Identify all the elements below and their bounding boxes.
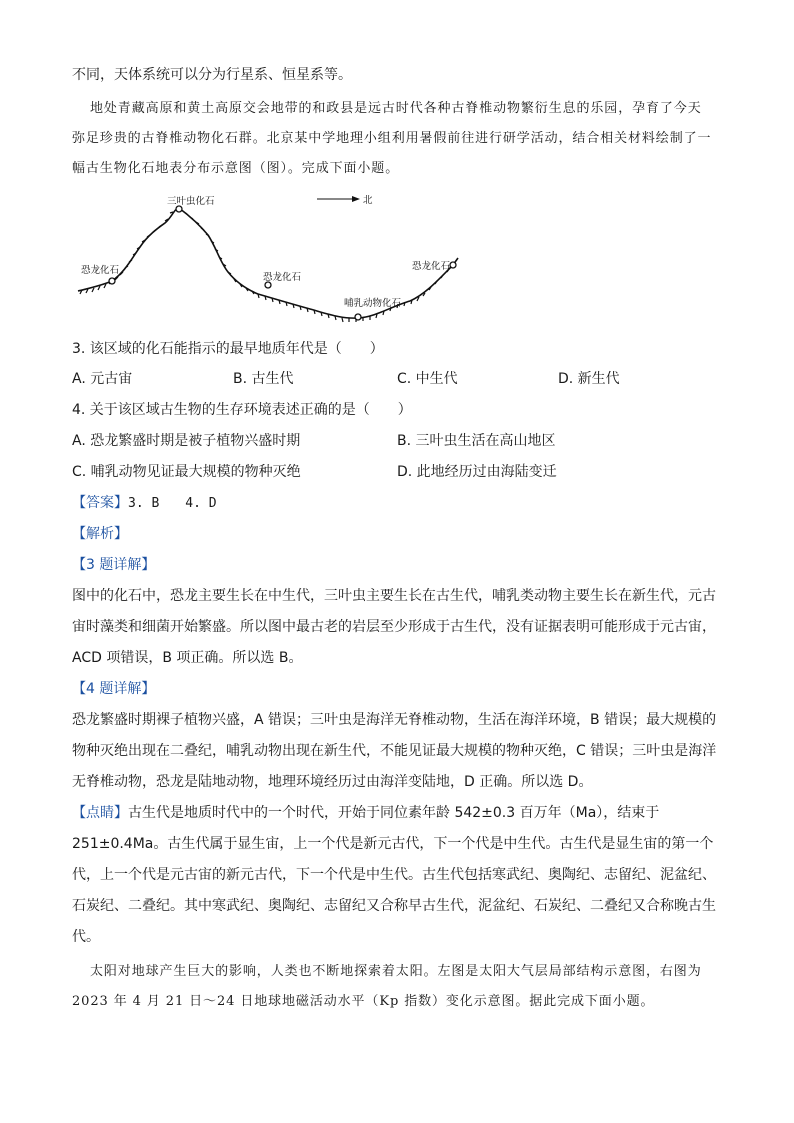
q4-option-b: B. 三叶虫生活在高山地区 — [397, 433, 556, 449]
next-intro-line-2: 2023 年 4 月 21 日～24 日地球地磁活动水平（Kp 指数）变化示意图。据此完成下面小题。 — [72, 994, 655, 1009]
dino-right-fossil-marker — [450, 262, 456, 268]
fossil-profile-figure — [70, 190, 470, 330]
answer-text: 3. B 4. D — [128, 496, 217, 511]
tip-line-5: 代。 — [72, 929, 100, 945]
detail3-line-2: 宙时藻类和细菌开始繁盛。所以图中最古老的岩层至少形成于古生代，没有证据表明可能形成于元古宙， — [72, 619, 716, 635]
detail4-line-2: 物种灭绝出现在二叠纪，哺乳动物出现在新生代，不能见证最大规模的物种灭绝，C 错误；三叶虫是海洋 — [72, 743, 717, 759]
label-trilobite: 三叶虫化石 — [167, 196, 215, 207]
q3-option-a: A. 元古宙 — [72, 371, 133, 387]
tip-line-3: 代，上一个代是元古宙的新元古代，下一个代是中生代。古生代包括寒武纪、奥陶纪、志留纪、泥盆纪、 — [72, 867, 716, 883]
q4-option-c: C. 哺乳动物见证最大规模的物种灭绝 — [72, 464, 301, 480]
intro-line-2: 弥足珍贵的古脊椎动物化石群。北京某中学地理小组利用暑假前往进行研学活动，结合相关材料绘制了一 — [72, 131, 712, 146]
detail3-line-3: ACD 项错误，B 项正确。所以选 B。 — [72, 650, 303, 666]
label-dino-right: 恐龙化石 — [412, 261, 451, 272]
dino-left-fossil-marker — [109, 278, 115, 284]
intro-line-3: 幅古生物化石地表分布示意图（图）。完成下面小题。 — [72, 161, 400, 176]
q3-stem: 3. 该区域的化石能指示的最早地质年代是（ ） — [72, 341, 384, 357]
label-mammal: 哺乳动物化石 — [344, 298, 402, 309]
q3-option-c: C. 中生代 — [397, 371, 458, 387]
north-label: 北 — [363, 195, 373, 206]
tip-row — [72, 803, 659, 823]
detail4-line-1: 恐龙繁盛时期裸子植物兴盛，A 错误；三叶虫是海洋无脊椎动物，生活在海洋环境，B 错误；最大规模的 — [72, 712, 717, 728]
q3-option-b: B. 古生代 — [233, 371, 294, 387]
detail3-tag: 【3 题详解】 — [72, 557, 156, 573]
intro-line-1: 地处青藏高原和黄土高原交会地带的和政县是远古时代各种古脊椎动物繁衍生息的乐园，孕育了今天 — [90, 101, 702, 116]
detail3-line-1: 图中的化石中，恐龙主要生长在中生代，三叶虫主要生长在古生代，哺乳类动物主要生长在新生代，元古 — [72, 588, 716, 604]
analysis-tag: 【解析】 — [72, 526, 128, 542]
tip-line-4: 石炭纪、二叠纪。其中寒武纪、奥陶纪、志留纪又合称早古生代，泥盆纪、石炭纪、二叠纪又合称晚古生 — [72, 898, 716, 914]
answer-row — [72, 493, 217, 514]
north-arrow-head — [352, 196, 360, 202]
label-dino-mid: 恐龙化石 — [263, 272, 302, 283]
tip-line-2: 251±0.4Ma。古生代属于显生宙，上一个代是新元古代，下一个代是中生代。古生代是显生宙的第一个 — [72, 836, 714, 852]
tip-tag: 【点睛】 — [72, 805, 128, 821]
mammal-fossil-marker — [355, 314, 361, 320]
q4-stem: 4. 关于该区域古生物的生存环境表述正确的是（ ） — [72, 402, 412, 418]
intro-line-0: 不同，天体系统可以分为行星系、恒星系等。 — [72, 67, 352, 83]
answer-tag: 【答案】 — [72, 495, 128, 511]
q4-option-d: D. 此地经历过由海陆变迁 — [397, 464, 557, 480]
next-intro-line-1: 太阳对地球产生巨大的影响，人类也不断地探索着太阳。左图是太阳大气层局部结构示意图，右图为 — [90, 964, 702, 979]
label-dino-left: 恐龙化石 — [81, 265, 120, 276]
tip-line-1: 古生代是地质时代中的一个时代，开始于同位素年龄 542±0.3 百万年（Ma），结束于 — [128, 805, 660, 821]
q4-option-a: A. 恐龙繁盛时期是被子植物兴盛时期 — [72, 433, 301, 449]
detail4-line-3: 无脊椎动物，恐龙是陆地动物，地理环境经历过由海洋变陆地，D 正确。所以选 D。 — [72, 774, 593, 790]
detail4-tag: 【4 题详解】 — [72, 681, 156, 697]
q3-option-d: D. 新生代 — [558, 371, 620, 387]
